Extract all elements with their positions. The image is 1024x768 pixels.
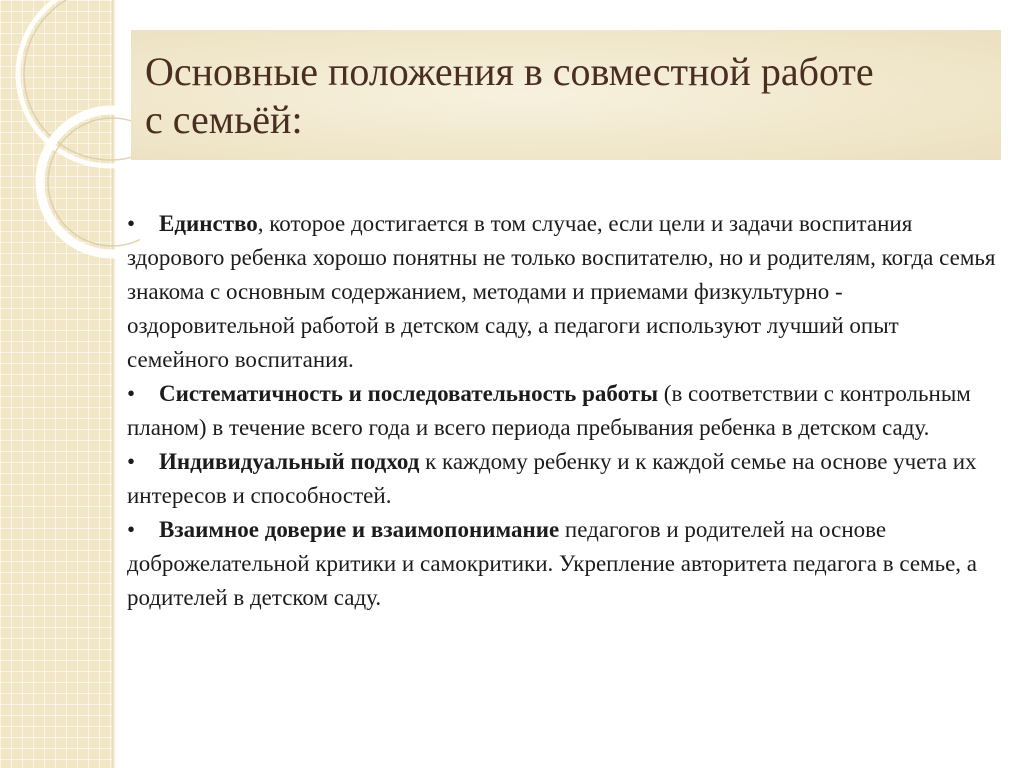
bullet-term: Индивидуальный подход	[159, 449, 420, 474]
bullet-item-trust	[127, 513, 999, 615]
title-banner	[131, 30, 1001, 160]
bullet-item-systematic	[127, 377, 999, 445]
bullet-term: Взаимное доверие и взаимопонимание	[159, 517, 560, 542]
slide-title-line1: Основные положения в совместной работе	[145, 49, 874, 94]
bullet-item-unity	[127, 207, 999, 377]
bullet-icon: •	[127, 517, 136, 542]
bullet-text: к каждому ребенку и к каждой семье на основе учета их интересов и способностей.	[127, 449, 977, 508]
decorative-ring-small	[40, 110, 140, 254]
bullet-text: педагогов и родителей на основе доброжелательной критики и самокритики. Укрепление авторитета педагога в семье, а родителей в детском саду.	[127, 517, 977, 610]
slide-title	[145, 48, 1001, 144]
slide-body	[127, 207, 999, 615]
bullet-term: Систематичность и последовательность работы	[159, 381, 659, 406]
bullet-text: , которое достигается в том случае, если цели и задачи воспитания здорового ребенка хорошо понятны не только воспитателю, но и родителям, когда семья знакома с основным содержанием, методами и приемами физкультурно - оздоровительной работой в детском саду, а педагоги используют лучший опыт семейного воспитания.	[127, 211, 996, 372]
decorative-rings	[0, 0, 140, 260]
bullet-icon: •	[127, 381, 136, 406]
decorative-ring-large	[18, 0, 140, 166]
bullet-item-individual	[127, 445, 999, 513]
bullet-text: (в соответствии с контрольным планом) в течение всего года и всего периода пребывания ребенка в детском саду.	[127, 381, 971, 440]
bullet-term: Единство	[159, 211, 258, 236]
bullet-icon: •	[127, 449, 136, 474]
slide-title-line2: с семьёй:	[145, 97, 303, 142]
bullet-icon: •	[127, 211, 136, 236]
